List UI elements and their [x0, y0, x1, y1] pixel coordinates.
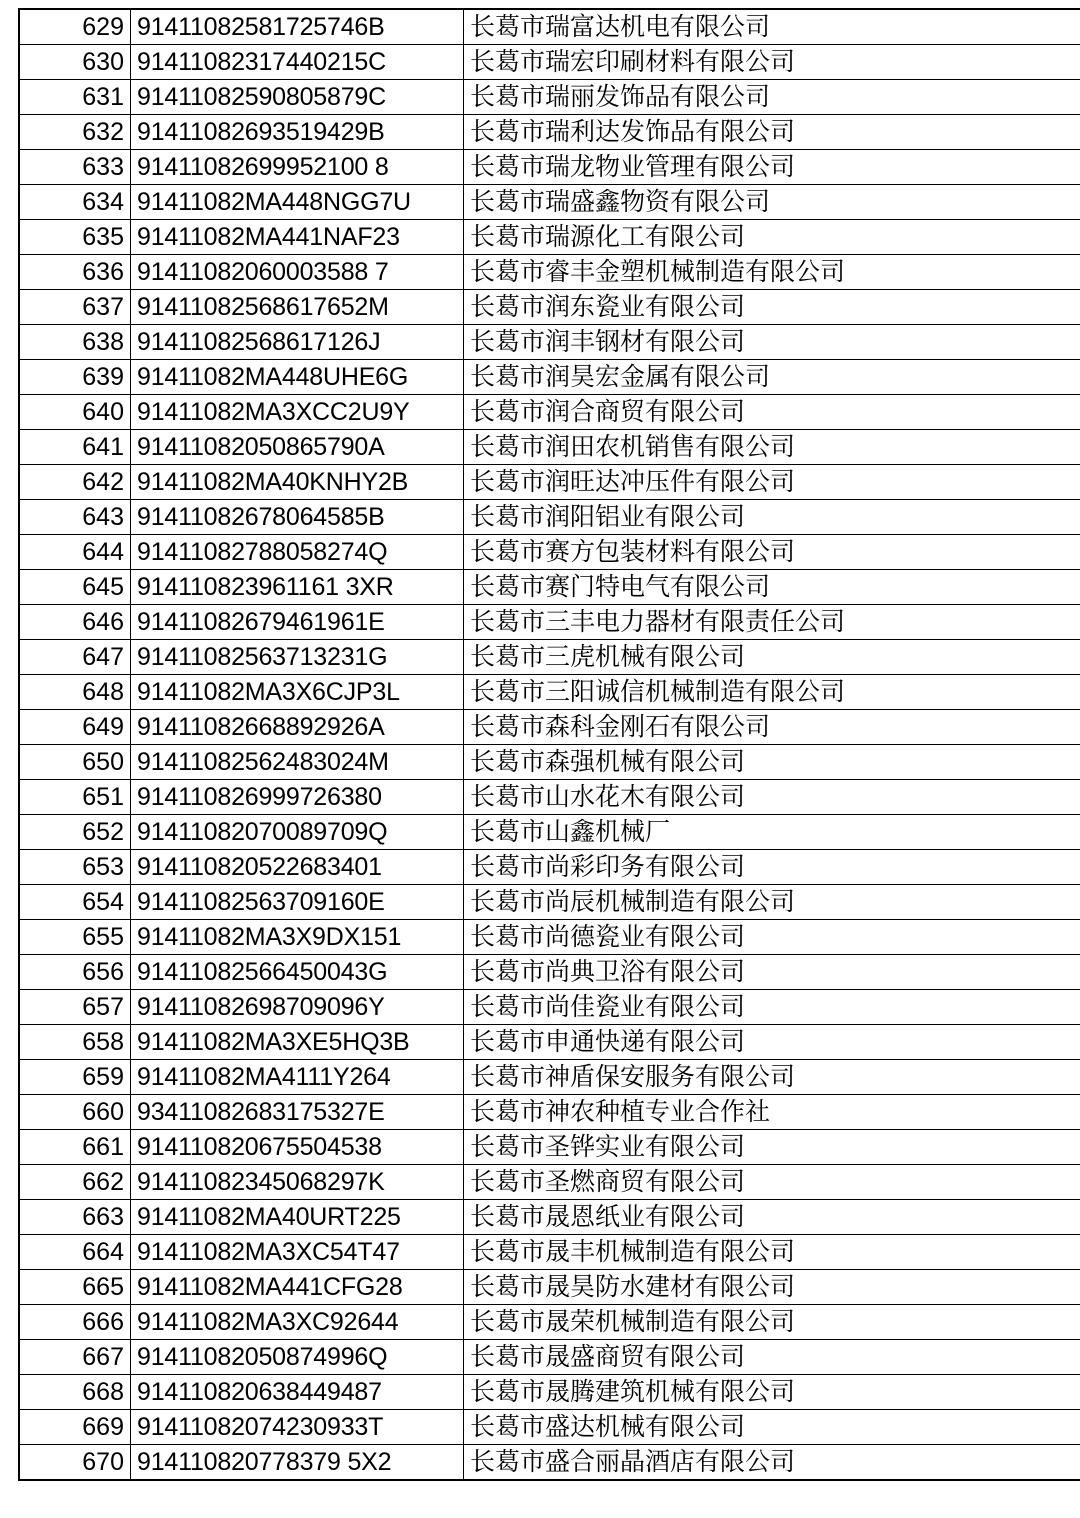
enterprise-name-cell: 长葛市圣燃商贸有限公司 — [464, 1165, 1080, 1200]
credit-code-cell: 91411082MA40URT225 — [131, 1200, 464, 1235]
table-row — [19, 675, 1080, 710]
enterprise-name-cell: 长葛市晟荣机械制造有限公司 — [464, 1305, 1080, 1340]
row-index-cell: 651 — [19, 780, 131, 815]
row-index-cell: 642 — [19, 465, 131, 500]
enterprise-name-cell: 长葛市赛门特电气有限公司 — [464, 570, 1080, 605]
enterprise-name-cell: 长葛市晟丰机械制造有限公司 — [464, 1235, 1080, 1270]
credit-code-cell: 91411082MA3XC92644 — [131, 1305, 464, 1340]
credit-code-cell: 91411082MA3X9DX151 — [131, 920, 464, 955]
row-index-cell: 645 — [19, 570, 131, 605]
credit-code-cell: 91411082568617126J — [131, 325, 464, 360]
table-row — [19, 185, 1080, 220]
row-index-cell: 636 — [19, 255, 131, 290]
row-index-cell: 646 — [19, 605, 131, 640]
credit-code-cell: 914110826999726380 — [131, 780, 464, 815]
row-index-cell: 632 — [19, 115, 131, 150]
table-row — [19, 115, 1080, 150]
credit-code-cell: 91411082MA3XE5HQ3B — [131, 1025, 464, 1060]
enterprise-name-cell: 长葛市晟腾建筑机械有限公司 — [464, 1375, 1080, 1410]
row-index-cell: 637 — [19, 290, 131, 325]
credit-code-cell: 91411082568617652M — [131, 290, 464, 325]
credit-code-cell: 91411082MA448UHE6G — [131, 360, 464, 395]
row-index-cell: 660 — [19, 1095, 131, 1130]
credit-code-cell: 91411082070089709Q — [131, 815, 464, 850]
row-index-cell: 661 — [19, 1130, 131, 1165]
credit-code-cell: 91411082678064585B — [131, 500, 464, 535]
enterprise-name-cell: 长葛市瑞利达发饰品有限公司 — [464, 115, 1080, 150]
credit-code-cell: 91411082MA441CFG28 — [131, 1270, 464, 1305]
table-row — [19, 920, 1080, 955]
enterprise-name-cell: 长葛市山水花木有限公司 — [464, 780, 1080, 815]
table-row — [19, 1235, 1080, 1270]
credit-code-cell: 91411082MA441NAF23 — [131, 220, 464, 255]
table-row — [19, 1025, 1080, 1060]
enterprise-name-cell: 长葛市神农种植专业合作社 — [464, 1095, 1080, 1130]
enterprise-name-cell: 长葛市瑞盛鑫物资有限公司 — [464, 185, 1080, 220]
table-row — [19, 605, 1080, 640]
row-index-cell: 659 — [19, 1060, 131, 1095]
credit-code-cell: 91411082679461961E — [131, 605, 464, 640]
row-index-cell: 669 — [19, 1410, 131, 1445]
enterprise-name-cell: 长葛市晟盛商贸有限公司 — [464, 1340, 1080, 1375]
row-index-cell: 638 — [19, 325, 131, 360]
row-index-cell: 644 — [19, 535, 131, 570]
enterprise-name-cell: 长葛市圣铧实业有限公司 — [464, 1130, 1080, 1165]
enterprise-name-cell: 长葛市润旺达冲压件有限公司 — [464, 465, 1080, 500]
table-row — [19, 150, 1080, 185]
enterprise-name-cell: 长葛市尚辰机械制造有限公司 — [464, 885, 1080, 920]
credit-code-cell: 91411082MA40KNHY2B — [131, 465, 464, 500]
enterprise-name-cell: 长葛市润合商贸有限公司 — [464, 395, 1080, 430]
table-row — [19, 465, 1080, 500]
row-index-cell: 655 — [19, 920, 131, 955]
row-index-cell: 630 — [19, 45, 131, 80]
table-row — [19, 80, 1080, 115]
table-row — [19, 1375, 1080, 1410]
row-index-cell: 657 — [19, 990, 131, 1025]
row-index-cell: 653 — [19, 850, 131, 885]
row-index-cell: 665 — [19, 1270, 131, 1305]
enterprise-name-cell: 长葛市润田农机销售有限公司 — [464, 430, 1080, 465]
enterprise-name-cell: 长葛市山鑫机械厂 — [464, 815, 1080, 850]
table-row — [19, 1305, 1080, 1340]
credit-code-cell: 91411082050874996Q — [131, 1340, 464, 1375]
row-index-cell: 652 — [19, 815, 131, 850]
row-index-cell: 629 — [19, 9, 131, 45]
table-row — [19, 885, 1080, 920]
table-row — [19, 1410, 1080, 1445]
table-row — [19, 745, 1080, 780]
row-index-cell: 643 — [19, 500, 131, 535]
enterprise-name-cell: 长葛市润昊宏金属有限公司 — [464, 360, 1080, 395]
table-row — [19, 45, 1080, 80]
row-index-cell: 634 — [19, 185, 131, 220]
table-body — [19, 9, 1080, 1480]
credit-code-cell: 91411082074230933T — [131, 1410, 464, 1445]
enterprise-name-cell: 长葛市三丰电力器材有限责任公司 — [464, 605, 1080, 640]
credit-code-cell: 91411082590805879C — [131, 80, 464, 115]
row-index-cell: 656 — [19, 955, 131, 990]
enterprise-name-cell: 长葛市神盾保安服务有限公司 — [464, 1060, 1080, 1095]
credit-code-cell: 914110820522683401 — [131, 850, 464, 885]
credit-code-cell: 91411082345068297K — [131, 1165, 464, 1200]
table-row — [19, 815, 1080, 850]
row-index-cell: 633 — [19, 150, 131, 185]
enterprise-name-cell: 长葛市瑞源化工有限公司 — [464, 220, 1080, 255]
row-index-cell: 639 — [19, 360, 131, 395]
row-index-cell: 649 — [19, 710, 131, 745]
enterprise-name-cell: 长葛市润东瓷业有限公司 — [464, 290, 1080, 325]
row-index-cell: 666 — [19, 1305, 131, 1340]
table-row — [19, 9, 1080, 45]
enterprise-name-cell: 长葛市瑞富达机电有限公司 — [464, 9, 1080, 45]
credit-code-cell: 91411082MA448NGG7U — [131, 185, 464, 220]
table-row — [19, 955, 1080, 990]
table-row — [19, 640, 1080, 675]
table-row — [19, 325, 1080, 360]
credit-code-cell: 91411082566450043G — [131, 955, 464, 990]
enterprise-name-cell: 长葛市睿丰金塑机械制造有限公司 — [464, 255, 1080, 290]
row-index-cell: 664 — [19, 1235, 131, 1270]
row-index-cell: 667 — [19, 1340, 131, 1375]
table-row — [19, 1095, 1080, 1130]
credit-code-cell: 91411082060003588 7 — [131, 255, 464, 290]
enterprise-name-cell: 长葛市尚典卫浴有限公司 — [464, 955, 1080, 990]
table-row — [19, 990, 1080, 1025]
enterprise-name-cell: 长葛市盛达机械有限公司 — [464, 1410, 1080, 1445]
table-row — [19, 290, 1080, 325]
credit-code-cell: 91411082563709160E — [131, 885, 464, 920]
table-row — [19, 780, 1080, 815]
enterprise-name-cell: 长葛市润丰钢材有限公司 — [464, 325, 1080, 360]
credit-code-cell: 91411082581725746B — [131, 9, 464, 45]
table-row — [19, 220, 1080, 255]
enterprise-name-cell: 长葛市三虎机械有限公司 — [464, 640, 1080, 675]
credit-code-cell: 914110820675504538 — [131, 1130, 464, 1165]
credit-code-cell: 91411082050865790A — [131, 430, 464, 465]
credit-code-cell: 91411082788058274Q — [131, 535, 464, 570]
credit-code-cell: 914110820638449487 — [131, 1375, 464, 1410]
row-index-cell: 635 — [19, 220, 131, 255]
table-row — [19, 1200, 1080, 1235]
row-index-cell: 668 — [19, 1375, 131, 1410]
table-row — [19, 395, 1080, 430]
enterprise-name-cell: 长葛市三阳诚信机械制造有限公司 — [464, 675, 1080, 710]
table-row — [19, 360, 1080, 395]
credit-code-cell: 91411082562483024M — [131, 745, 464, 780]
credit-code-cell: 91411082699952100 8 — [131, 150, 464, 185]
credit-code-cell: 91411082693519429B — [131, 115, 464, 150]
row-index-cell: 631 — [19, 80, 131, 115]
table-row — [19, 1130, 1080, 1165]
row-index-cell: 647 — [19, 640, 131, 675]
credit-code-cell: 91411082563713231G — [131, 640, 464, 675]
table-row — [19, 500, 1080, 535]
row-index-cell: 662 — [19, 1165, 131, 1200]
enterprise-name-cell: 长葛市润阳铝业有限公司 — [464, 500, 1080, 535]
credit-code-cell: 91411082317440215C — [131, 45, 464, 80]
enterprise-name-cell: 长葛市瑞宏印刷材料有限公司 — [464, 45, 1080, 80]
table-row — [19, 1270, 1080, 1305]
table-row — [19, 1165, 1080, 1200]
row-index-cell: 648 — [19, 675, 131, 710]
credit-code-cell: 914110823961161 3XR — [131, 570, 464, 605]
credit-code-cell: 91411082MA3X6CJP3L — [131, 675, 464, 710]
table-row — [19, 1445, 1080, 1481]
credit-code-cell: 93411082683175327E — [131, 1095, 464, 1130]
enterprise-name-cell: 长葛市晟恩纸业有限公司 — [464, 1200, 1080, 1235]
enterprise-name-cell: 长葛市瑞龙物业管理有限公司 — [464, 150, 1080, 185]
enterprise-registry-table — [18, 8, 1080, 1481]
enterprise-name-cell: 长葛市盛合丽晶酒店有限公司 — [464, 1445, 1080, 1481]
enterprise-name-cell: 长葛市森科金刚石有限公司 — [464, 710, 1080, 745]
enterprise-name-cell: 长葛市赛方包装材料有限公司 — [464, 535, 1080, 570]
table-row — [19, 1340, 1080, 1375]
row-index-cell: 650 — [19, 745, 131, 780]
table-row — [19, 255, 1080, 290]
table-row — [19, 535, 1080, 570]
credit-code-cell: 91411082668892926A — [131, 710, 464, 745]
row-index-cell: 641 — [19, 430, 131, 465]
enterprise-name-cell: 长葛市尚德瓷业有限公司 — [464, 920, 1080, 955]
row-index-cell: 663 — [19, 1200, 131, 1235]
row-index-cell: 640 — [19, 395, 131, 430]
table-row — [19, 570, 1080, 605]
row-index-cell: 670 — [19, 1445, 131, 1481]
credit-code-cell: 91411082698709096Y — [131, 990, 464, 1025]
row-index-cell: 654 — [19, 885, 131, 920]
enterprise-name-cell: 长葛市瑞丽发饰品有限公司 — [464, 80, 1080, 115]
credit-code-cell: 914110820778379 5X2 — [131, 1445, 464, 1481]
credit-code-cell: 91411082MA3XCC2U9Y — [131, 395, 464, 430]
table-row — [19, 430, 1080, 465]
credit-code-cell: 91411082MA4111Y264 — [131, 1060, 464, 1095]
enterprise-name-cell: 长葛市森强机械有限公司 — [464, 745, 1080, 780]
enterprise-name-cell: 长葛市尚佳瓷业有限公司 — [464, 990, 1080, 1025]
table-row — [19, 850, 1080, 885]
table-row — [19, 1060, 1080, 1095]
table-row — [19, 710, 1080, 745]
enterprise-name-cell: 长葛市尚彩印务有限公司 — [464, 850, 1080, 885]
row-index-cell: 658 — [19, 1025, 131, 1060]
enterprise-name-cell: 长葛市晟昊防水建材有限公司 — [464, 1270, 1080, 1305]
enterprise-name-cell: 长葛市申通快递有限公司 — [464, 1025, 1080, 1060]
credit-code-cell: 91411082MA3XC54T47 — [131, 1235, 464, 1270]
